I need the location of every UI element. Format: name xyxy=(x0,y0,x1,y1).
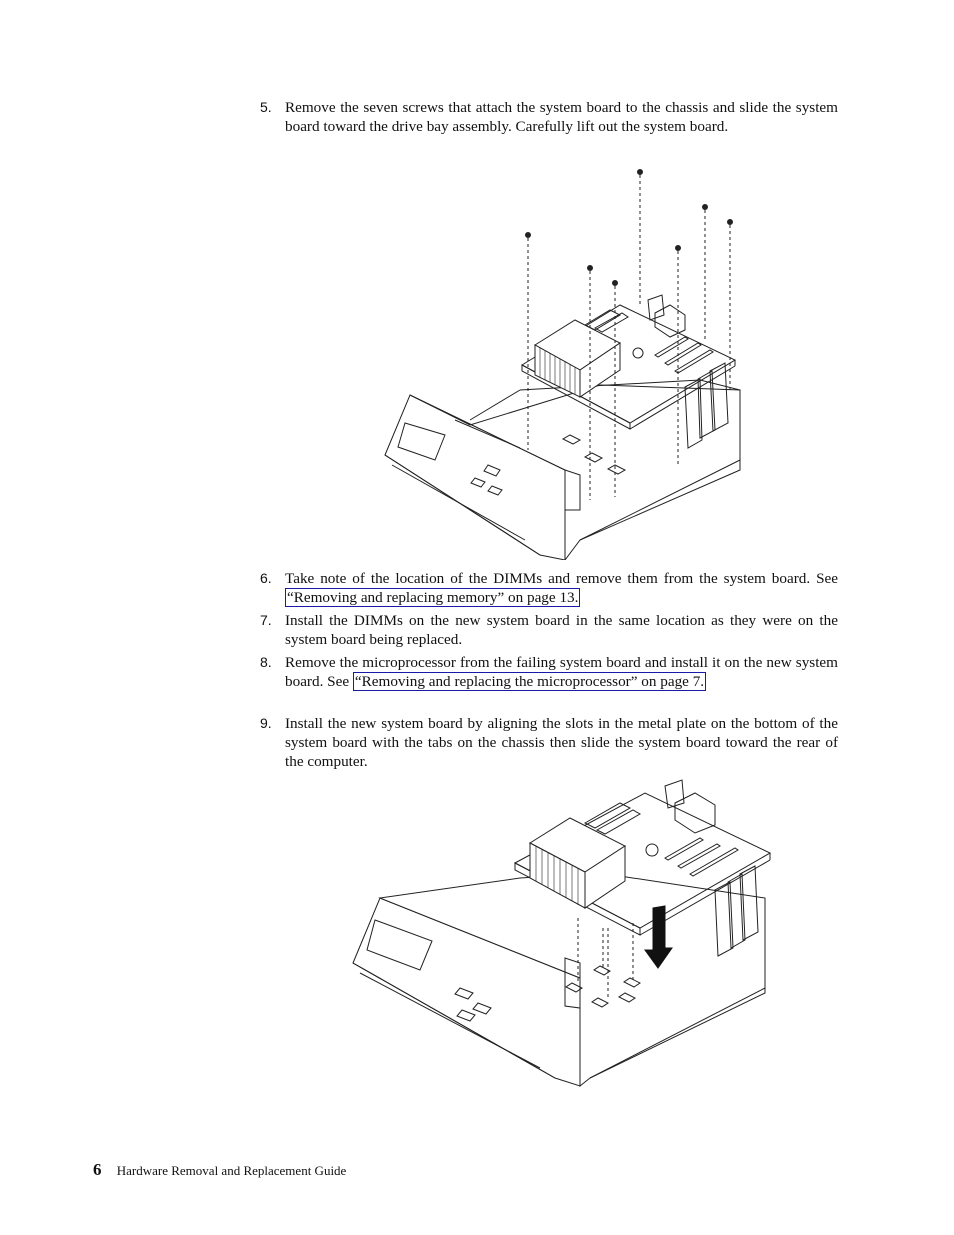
memory-link[interactable]: “Removing and replacing memory” on page 13. xyxy=(287,589,579,606)
step-text: Install the new system board by aligning the slots in the metal plate on the bottom of the system board with the tabs on the chassis then slide the system board toward the rear of the computer. xyxy=(285,715,838,770)
page-footer xyxy=(93,1160,346,1180)
step-text xyxy=(285,569,838,607)
step-5 xyxy=(260,98,838,136)
step-number: 9. xyxy=(260,715,272,731)
remove-system-board-illustration xyxy=(380,165,760,560)
step-number: 5. xyxy=(260,99,272,115)
microprocessor-link[interactable]: “Removing and replacing the microprocessor” on page 7. xyxy=(354,673,705,690)
step-8 xyxy=(260,653,838,691)
step-6 xyxy=(260,569,838,607)
page-number: 6 xyxy=(93,1160,102,1179)
step-text xyxy=(285,653,838,691)
step-number: 8. xyxy=(260,654,272,670)
step-9 xyxy=(260,714,838,771)
step-text: Install the DIMMs on the new system board in the same location as they were on the system board being replaced. xyxy=(285,612,838,648)
install-system-board-illustration xyxy=(350,778,775,1090)
step-number: 6. xyxy=(260,570,272,586)
step-text: Remove the seven screws that attach the system board to the chassis and slide the system board toward the drive bay assembly. Carefully lift out the system board. xyxy=(285,99,838,135)
step-text-before: Take note of the location of the DIMMs and remove them from the system board. See xyxy=(285,570,838,587)
guide-title: Hardware Removal and Replacement Guide xyxy=(116,1163,347,1178)
step-7 xyxy=(260,611,838,649)
step-text-before: Remove the microprocessor from the failing system board and install it on the new system board. See xyxy=(285,654,838,690)
step-number: 7. xyxy=(260,612,272,628)
